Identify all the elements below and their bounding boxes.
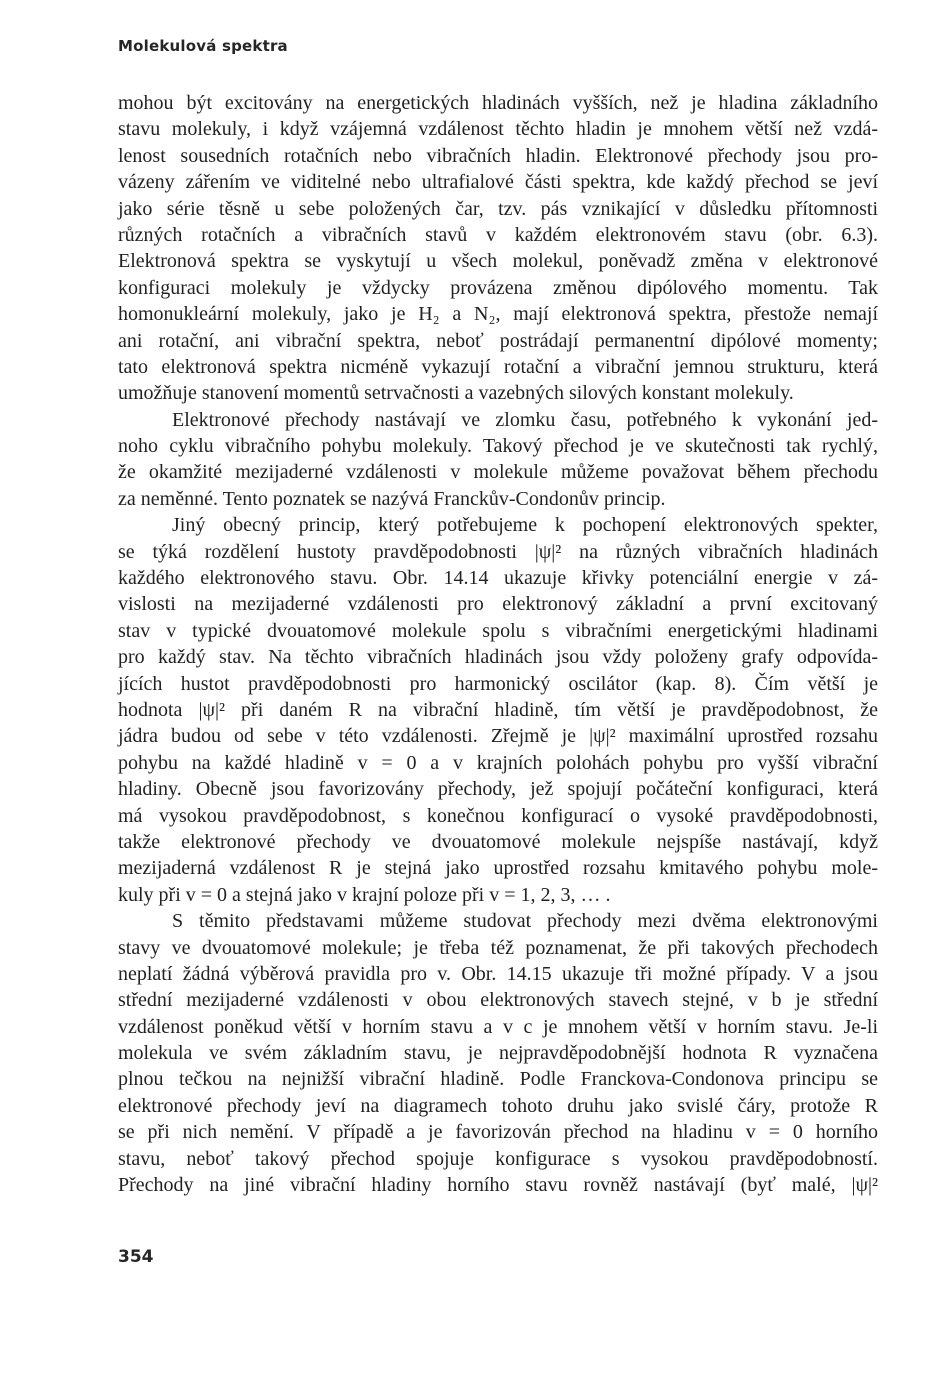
text-line: jících hustot pravděpodobnosti pro harmonický oscilátor (kap. 8). Čím větší je [118,672,878,695]
text-line: tato elektronová spektra nicméně vykazují rotační a vibrační jemnou strukturu, která [118,355,878,378]
text-line: lenost sousedních rotačních nebo vibračních hladin. Elektronové přechody jsou pro- [118,144,878,167]
text-line: konfiguraci molekuly je vždycky provázena změnou dipólového momentu. Tak [118,276,878,299]
text-line: stavu, neboť takový přechod spojuje konfigurace s vysokou pravděpodobností. [118,1147,878,1170]
text-line: homonukleární molekuly, jako je H₂ a N₂, mají elektronová spektra, přestože nemají [118,303,878,326]
text-line: pro každý stav. Na těchto vibračních hladinách jsou vždy položeny grafy odpovída- [118,646,878,669]
text-line: Přechody na jiné vibrační hladiny horního stavu rovněž nastávají (byť malé, |ψ|² [118,1174,878,1197]
text-line: vázeny zářením ve viditelné nebo ultrafialové části spektra, kde každý přechod se jeví [118,171,878,194]
text-line: jádra budou od sebe v této vzdálenosti. Zřejmě je |ψ|² maximální uprostřed rozsahu [118,725,878,748]
text-line: se při nich nemění. V případě a je favorizován přechod na hladinu v = 0 horního [118,1121,878,1144]
page-number: 354 [118,1247,154,1267]
text-line: se týká rozdělení hustoty pravděpodobnosti |ψ|² na různých vibračních hladinách [118,540,878,563]
text-line: že okamžité mezijaderné vzdálenosti v molekule můžeme považovat během přechodu [118,461,878,484]
text-line: stav v typické dvouatomové molekule spolu s vibračními energetickými hladinami [118,619,878,642]
text-line: mohou být excitovány na energetických hladinách vyšších, než je hladina základního [118,92,878,114]
text-line: noho cyklu vibračního pohybu molekuly. Takový přechod je ve skutečnosti tak rychlý, [118,435,878,458]
text-line: různých rotačních a vibračních stavů v každém elektronovém stavu (obr. 6.3). [118,223,878,246]
text-line: molekula ve svém základním stavu, je nejpravděpodobnější hodnota R vyznačena [118,1042,878,1065]
text-line: plnou tečkou na nejnižší vibrační hladině. Podle Franckova-Condonova principu se [118,1068,878,1091]
text-line: umožňuje stanovení momentů setrvačnosti a vazebných silových konstant molekuly. [118,382,794,405]
body-text [118,90,878,1198]
text-line: za neměnné. Tento poznatek se nazývá Franckův-Condonův princip. [118,487,666,510]
text-line: kuly při v = 0 a stejná jako v krajní poloze při v = 1, 2, 3, … . [118,883,611,906]
text-line: pohybu na každé hladině v = 0 a v krajních polohách pohybu pro vyšší vibrační [118,751,878,774]
running-head: Molekulová spektra [118,37,288,55]
text-line: jako série těsně u sebe položených čar, tzv. pás vznikající v důsledku přítomnosti [118,197,878,220]
paragraph-start-line: Jiný obecný princip, který potřebujeme k pochopení elektronových spekter, [172,514,878,537]
text-line: vzdálenost poněkud větší v horním stavu a v c je mnohem větší v horním stavu. Je-li [118,1015,878,1038]
text-line: stavu molekuly, i když vzájemná vzdálenost těchto hladin je mnohem větší než vzdá- [118,118,878,141]
text-line: ani rotační, ani vibrační spektra, neboť postrádají permanentní dipólové momenty; [118,329,878,352]
text-line: vislosti na mezijaderné vzdálenosti pro elektronový základní a první excitovaný [118,593,878,616]
text-line: hladiny. Obecně jsou favorizovány přechody, jež spojují počáteční konfiguraci, která [118,778,878,801]
text-line: neplatí žádná výběrová pravidla pro v. Obr. 14.15 ukazuje tři možné případy. V a jsou [118,962,878,985]
text-line: mezijaderná vzdálenost R je stejná jako uprostřed rozsahu kmitavého pohybu mole- [118,857,878,880]
text-line: takže elektronové přechody ve dvouatomové molekule nejspíše nastávají, když [118,830,878,853]
text-line: každého elektronového stavu. Obr. 14.14 ukazuje křivky potenciální energie v zá- [118,567,878,590]
text-line: stavy ve dvouatomové molekule; je třeba též poznamenat, že při takových přechodech [118,936,878,959]
text-line: elektronové přechody jeví na diagramech tohoto druhu jako svislé čáry, protože R [118,1094,878,1117]
text-line: střední mezijaderné vzdálenosti v obou elektronových stavech stejné, v b je střední [118,989,878,1012]
text-line: hodnota |ψ|² při daném R na vibrační hladině, tím větší je pravděpodobnost, že [118,698,878,721]
paragraph-start-line: S těmito představami můžeme studovat přechody mezi dvěma elektronovými [172,910,878,933]
text-line: má vysokou pravděpodobnost, s konečnou konfigurací o vysoké pravděpodobnosti, [118,804,878,827]
paragraph-start-line: Elektronové přechody nastávají ve zlomku času, potřebného k vykonání jed- [172,408,878,431]
text-line: Elektronová spektra se vyskytují u všech molekul, poněvadž změna v elektronové [118,250,878,273]
